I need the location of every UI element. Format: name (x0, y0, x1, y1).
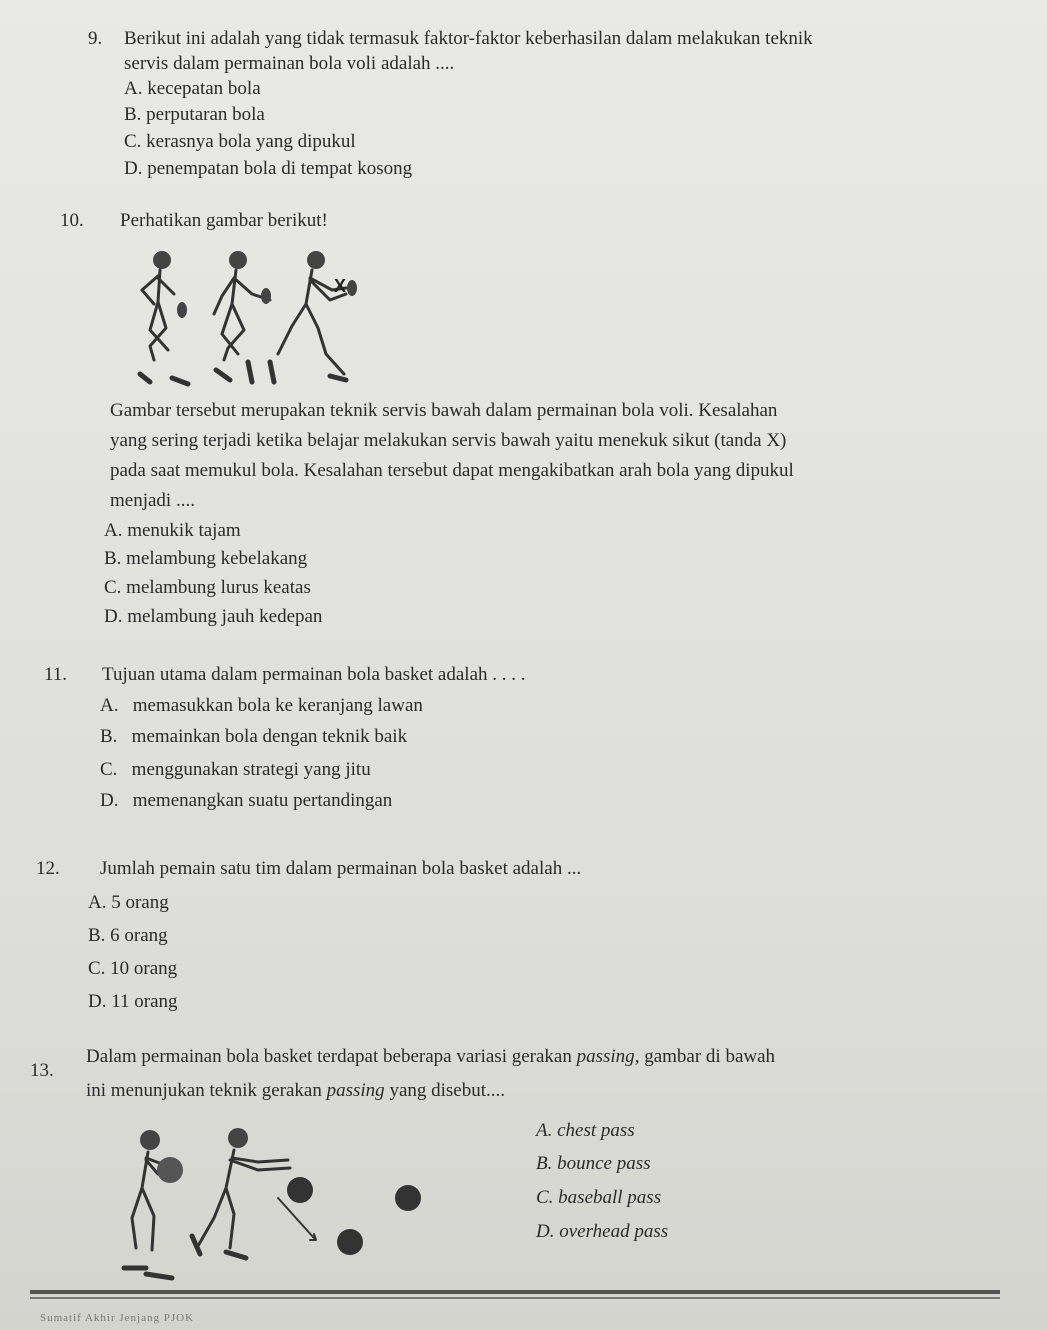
q13-option-d[interactable]: D. overhead pass (536, 1221, 669, 1242)
q13-text-line1: Dalam permainan bola basket terdapat beberapa variasi gerakan passing, gambar di bawah (86, 1046, 776, 1067)
q9-option-b[interactable]: B. perputaran bola (124, 104, 265, 125)
q10-option-b[interactable]: B. melambung kebelakang (104, 548, 308, 569)
q11-option-a[interactable]: A. memasukkan bola ke keranjang lawan (100, 695, 423, 716)
q11-option-c[interactable]: C. menggunakan strategi yang jitu (100, 759, 371, 780)
underhand-serve-illustration (120, 242, 370, 392)
q11-option-b[interactable]: B. memainkan bola dengan teknik baik (100, 726, 408, 747)
footer-text: Sumatif Akhir Jenjang PJOK (40, 1312, 195, 1324)
q13-option-a[interactable]: A. chest pass (536, 1120, 635, 1141)
q13-text-line2: ini menunjukan teknik gerakan passing yang disebut.... (86, 1080, 506, 1101)
q13-option-b[interactable]: B. bounce pass (536, 1153, 651, 1174)
q13-number: 13. (30, 1060, 54, 1081)
q9-text-line2: servis dalam permainan bola voli adalah .... (124, 53, 455, 74)
q9-option-c[interactable]: C. kerasnya bola yang dipukul (124, 131, 356, 152)
q12-number: 12. (36, 858, 60, 879)
q12-option-a[interactable]: A. 5 orang (88, 892, 169, 913)
q10-number: 10. (60, 210, 84, 231)
q9-option-a[interactable]: A. kecepatan bola (124, 78, 261, 99)
q10-intro: Perhatikan gambar berikut! (120, 210, 328, 231)
q13-option-c[interactable]: C. baseball pass (536, 1187, 662, 1208)
q10-paragraph-line2: yang sering terjadi ketika belajar melakukan servis bawah yaitu menekuk sikut (tanda X) (110, 430, 787, 451)
q10-option-a[interactable]: A. menukik tajam (104, 520, 241, 541)
q10-paragraph-line1: Gambar tersebut merupakan teknik servis bawah dalam permainan bola voli. Kesalahan (110, 400, 778, 421)
q12-option-d[interactable]: D. 11 orang (88, 991, 178, 1012)
q9-number: 9. (88, 28, 103, 49)
q12-text: Jumlah pemain satu tim dalam permainan bola basket adalah ... (100, 858, 582, 879)
q10-paragraph-line3: pada saat memukul bola. Kesalahan tersebut dapat mengakibatkan arah bola yang dipukul (110, 460, 794, 481)
q11-number: 11. (44, 664, 68, 685)
footer-divider-thin (30, 1297, 1000, 1299)
q10-option-c[interactable]: C. melambung lurus keatas (104, 577, 311, 598)
q9-text-line1: Berikut ini adalah yang tidak termasuk faktor-faktor keberhasilan dalam melakukan teknik (124, 28, 813, 49)
footer-divider (30, 1290, 1000, 1294)
q11-option-d[interactable]: D. memenangkan suatu pertandingan (100, 790, 393, 811)
q12-option-c[interactable]: C. 10 orang (88, 958, 178, 979)
x-mark-label: X (334, 276, 347, 296)
bounce-pass-illustration (118, 1118, 438, 1288)
q10-paragraph-line4: menjadi .... (110, 490, 195, 511)
q12-option-b[interactable]: B. 6 orang (88, 925, 168, 946)
q10-option-d[interactable]: D. melambung jauh kedepan (104, 606, 323, 627)
q11-text: Tujuan utama dalam permainan bola basket adalah . . . . (102, 664, 526, 685)
q9-option-d[interactable]: D. penempatan bola di tempat kosong (124, 158, 413, 179)
